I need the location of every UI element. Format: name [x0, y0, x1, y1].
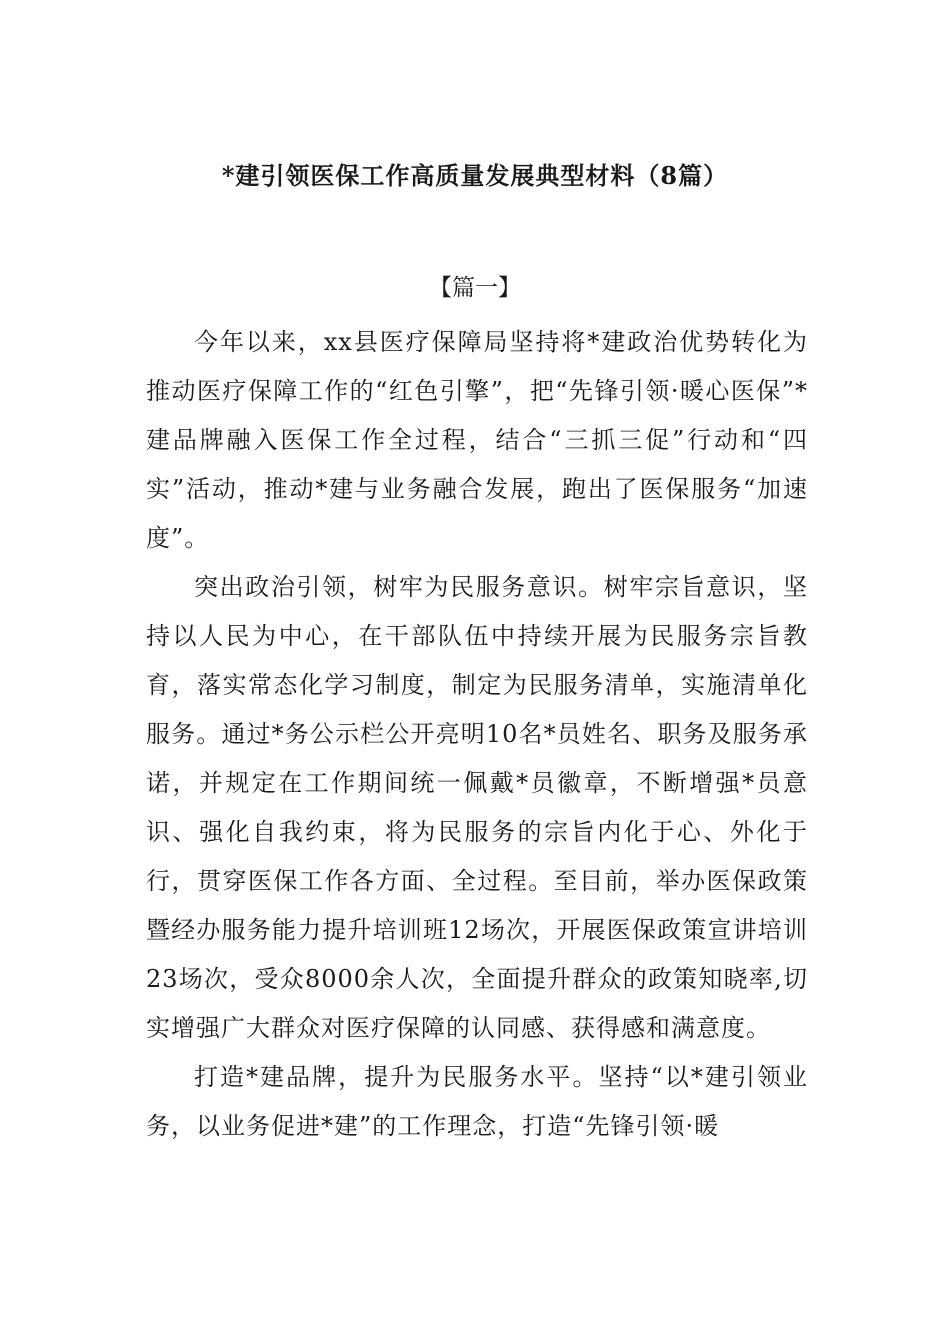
section-heading: 【篇一】 [429, 275, 521, 301]
document-body [146, 318, 808, 1151]
paragraph: 今年以来，xx县医疗保障局坚持将*建政治优势转化为推动医疗保障工作的“红色引擎”，把“先锋引领·暖心医保”*建品牌融入医保工作全过程，结合“三抓三促”行动和“四实”活动，推动*建与业务融合发展，跑出了医保服务“加速度”。 [146, 328, 808, 552]
paragraph: 突出政治引领，树牢为民服务意识。树牢宗旨意识，坚持以人民为中心，在干部队伍中持续开展为民服务宗旨教育，落实常态化学习制度，制定为民服务清单，实施清单化服务。通过*务公示栏公开亮明10名*员姓名、职务及服务承诺，并规定在工作期间统一佩戴*员徽章，不断增强*员意识、强化自我约束，将为民服务的宗旨内化于心、外化于行，贯穿医保工作各方面、全过程。至目前，举办医保政策暨经办服务能力提升培训班12场次，开展医保政策宣讲培训23场次，受众8000余人次，全面提升群众的政策知晓率,切实增强广大群众对医疗保障的认同感、获得感和满意度。 [146, 573, 808, 1042]
document-title: *建引领医保工作高质量发展典型材料（8篇） [221, 161, 729, 190]
paragraph: 打造*建品牌，提升为民服务水平。坚持“以*建引领业务，以业务促进*建”的工作理念，打造“先锋引领·暖 [146, 1063, 808, 1140]
